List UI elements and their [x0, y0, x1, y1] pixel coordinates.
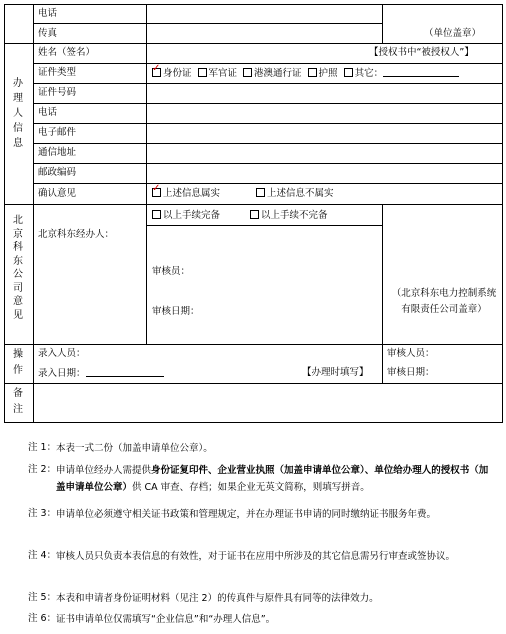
company-review-option-label: 以上手续不完备 — [261, 210, 328, 221]
company-agent-label: 北京科东经办人： — [38, 229, 115, 240]
confirm-options — [152, 188, 334, 200]
checkbox-icon[interactable] — [152, 68, 161, 77]
handler-name-input[interactable] — [147, 44, 369, 62]
id-type-label: 证件类型 — [38, 67, 77, 78]
handler-phone-label: 电话 — [38, 107, 58, 118]
checkbox-icon[interactable] — [256, 188, 265, 197]
company-section-label: 北京科东公司意见 — [13, 215, 23, 321]
company-review-option[interactable] — [250, 210, 328, 222]
handler-address-label: 通信地址 — [38, 147, 77, 158]
id-type-option[interactable] — [308, 68, 338, 80]
note-label: 注 2： — [28, 464, 57, 475]
id-type-option[interactable] — [243, 68, 302, 80]
checkbox-icon[interactable] — [243, 68, 252, 77]
remarks-input[interactable] — [34, 384, 502, 422]
confirm-label: 确认意见 — [38, 188, 77, 199]
handler-name-hint: 【授权书中“被授权人”】 — [369, 47, 474, 58]
id-type-option[interactable] — [198, 68, 238, 80]
note-text: 本表一式二份（加盖申请单位公章）。 — [56, 443, 213, 454]
company-review-date-label: 审核日期： — [152, 306, 200, 317]
note-text: 申请单位必须遵守相关证书政策和管理规定，并在办理证书申请的同时缴纳证书服务年费。 — [56, 509, 437, 520]
note-text: 本表和申请者身份证明材料（见注 2）的传真件与原件具有同等的法律效力。 — [56, 593, 379, 604]
company-fax-input[interactable] — [147, 24, 381, 42]
handler-phone-input[interactable] — [147, 104, 502, 122]
entry-person-label: 录入人员： — [38, 348, 86, 359]
entry-date-field[interactable] — [86, 367, 164, 377]
handler-postcode-input[interactable] — [147, 164, 502, 182]
remarks-section-label: 备注 — [13, 388, 23, 415]
handler-email-input[interactable] — [147, 124, 502, 142]
id-number-label: 证件号码 — [38, 87, 77, 98]
handler-postcode-label: 邮政编码 — [38, 167, 77, 178]
checkbox-icon[interactable] — [152, 210, 161, 219]
confirm-option-label: 上述信息不属实 — [267, 188, 334, 199]
entry-date-row — [38, 367, 164, 380]
handler-name-label: 姓名（签名） — [38, 47, 96, 58]
note-label: 注 4： — [28, 550, 57, 561]
note-text: 证书申请单位仅需填写“企业信息”和“办理人信息”。 — [56, 614, 276, 625]
note-label: 注 1： — [28, 442, 57, 453]
id-type-option-label: 其它： — [354, 68, 384, 79]
id-type-option[interactable] — [152, 68, 192, 80]
id-type-other-field[interactable] — [383, 67, 459, 77]
checkbox-icon[interactable] — [152, 188, 161, 197]
note-label: 注 6： — [28, 613, 57, 624]
entry-date-label: 录入日期： — [38, 368, 86, 379]
id-type-option-label: 身份证 — [163, 68, 192, 79]
handler-address-input[interactable] — [147, 144, 502, 162]
checkbox-icon[interactable] — [344, 68, 353, 77]
company-reviewer-label: 审核员： — [152, 266, 191, 277]
id-type-option-label: 护照 — [318, 68, 338, 79]
confirm-option-label: 上述信息属实 — [163, 188, 221, 199]
checkbox-icon[interactable] — [250, 210, 259, 219]
handler-section-label: 办理人信息 — [13, 78, 23, 149]
company-options — [152, 210, 328, 222]
company-review-option[interactable] — [152, 210, 220, 222]
id-type-options — [152, 67, 459, 80]
operation-section-label: 操作 — [13, 349, 23, 376]
company-stamp-label: （单位盖章） — [424, 28, 482, 39]
checkbox-icon[interactable] — [308, 68, 317, 77]
op-reviewer-label: 审核人员： — [387, 348, 435, 359]
id-type-option-label: 港澳通行证 — [254, 68, 302, 79]
company-phone-input[interactable] — [147, 5, 381, 22]
company-stamp-text: （北京科东电力控制系统有限责任公司盖章） — [391, 288, 497, 315]
confirm-option[interactable] — [256, 188, 334, 200]
company-review-option-label: 以上手续完备 — [163, 210, 221, 221]
confirm-option[interactable] — [152, 188, 220, 200]
company-fax-label: 传真 — [38, 28, 58, 39]
note-text: 审核人员只负责本表信息的有效性，对于证书在应用中所涉及的其它信息需另行审查或签协议。 — [56, 551, 456, 562]
note-text: 申请单位经办人需提供身份证复印件、企业营业执照（加盖申请单位公章）、单位给办理人的授权书（加盖申请单位公章）供 CA 审查、存档；如果企业无英文简称，则填写拼音。 — [56, 465, 489, 493]
id-type-option[interactable] — [344, 67, 460, 80]
id-type-option-label: 军官证 — [208, 68, 238, 79]
note-label: 注 3： — [28, 508, 57, 519]
fill-hint: 【办理时填写】 — [302, 367, 369, 378]
note-label: 注 5： — [28, 592, 57, 603]
op-review-date-label: 审核日期： — [387, 367, 435, 378]
company-phone-label: 电话 — [38, 8, 58, 19]
id-number-input[interactable] — [147, 84, 502, 102]
handler-email-label: 电子邮件 — [38, 127, 77, 138]
checkbox-icon[interactable] — [198, 68, 207, 77]
